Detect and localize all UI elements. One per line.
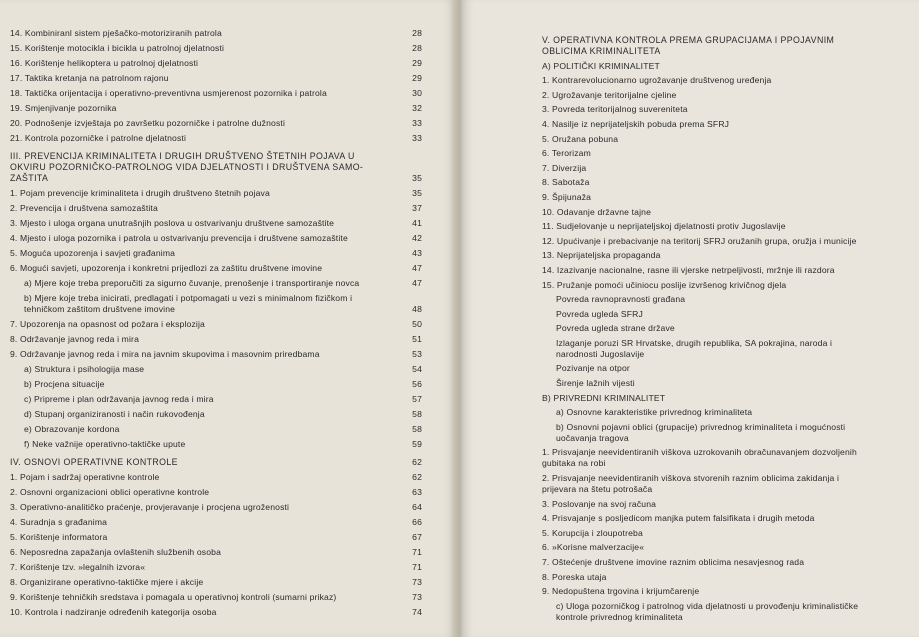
left-toc-entry	[10, 43, 422, 54]
toc-entry-title: 10. Kontrola i nadziranje određenih kategorija osoba	[10, 607, 217, 617]
toc-entry-title: 1. Prisvajanje neevidentiranih viškova uzrokovanih obračunavanjem dozvoljenih gubitaka na robi	[542, 447, 857, 469]
toc-entry-title: A) POLITIČKI KRIMINALITET	[542, 60, 660, 71]
toc-entry-title: Izlaganje poruzi SR Hrvatske, drugih republika, SA pokrajina, naroda i narodnosti Jugoslavije	[556, 337, 833, 359]
left-toc-entry	[10, 439, 422, 450]
left-toc-entry	[10, 263, 422, 274]
toc-entry-page-number: 41	[412, 218, 422, 228]
toc-entry-page-number: 54	[412, 364, 422, 374]
toc-entry-title: 19. Smjenjivanje pozornika	[10, 103, 117, 113]
right-toc-entry	[542, 221, 902, 232]
toc-entry-page-number: 74	[412, 607, 422, 617]
toc-entry-page-number: 35	[412, 188, 422, 198]
toc-entry-title: 5. Moguća upozorenja i savjeti građanima	[10, 248, 176, 258]
toc-entry-title: 5. Korištenje informatora	[10, 532, 108, 542]
toc-entry-title: 1. Pojam prevencije kriminaliteta i drugih društveno štetnih pojava	[10, 188, 270, 198]
toc-entry-title: 20. Podnošenje izvještaja po završetku pozorničke i patrolne dužnosti	[10, 118, 286, 128]
toc-entry-title: 13. Neprijateljska propaganda	[542, 250, 661, 261]
toc-entry-title: 6. »Korisne malverzacije«	[542, 542, 645, 553]
toc-entry-page-number: 30	[412, 88, 422, 98]
toc-entry-title: 8. Sabotaža	[542, 177, 590, 188]
toc-entry-title: 15. Korištenje motocikla i bicikla u patrolnoj djelatnosti	[10, 43, 225, 53]
left-toc-entry	[10, 487, 422, 498]
toc-entry-title: 2. Osnovni organizacioni oblici operativne kontrole	[10, 487, 210, 497]
toc-entry-title: 8. Poreska utaja	[542, 571, 607, 582]
right-toc-entry	[542, 422, 902, 444]
left-toc-entry	[10, 562, 422, 573]
toc-entry-page-number: 47	[412, 263, 422, 273]
right-toc-entry	[542, 473, 902, 495]
toc-entry-page-number: 33	[412, 118, 422, 128]
right-toc-entry	[542, 75, 902, 86]
toc-entry-title: 18. Taktička orijentacija i operativno-preventivna usmjerenost pozornika i patrola	[10, 88, 327, 98]
toc-entry-page-number: 62	[412, 457, 422, 467]
right-toc-entry	[542, 513, 902, 524]
toc-entry-page-number: 32	[412, 103, 422, 113]
toc-entry-title: Povreda ugleda SFRJ	[556, 308, 643, 319]
right-toc-entry	[542, 148, 902, 159]
toc-entry-page-number: 62	[412, 472, 422, 482]
toc-entry-page-number: 71	[412, 562, 422, 572]
toc-entry-title: 3. Poslovanje na svoj računa	[542, 498, 657, 509]
left-toc-entry	[10, 133, 422, 144]
left-toc-entry	[10, 592, 422, 603]
left-page	[0, 0, 456, 637]
right-toc-entry	[542, 119, 902, 130]
toc-entry-title: 2. Ugrožavanje teritorijalne cjeline	[542, 89, 677, 100]
toc-entry-page-number: 58	[412, 424, 422, 434]
toc-entry-title: 3. Operativno-analitičko praćenje, provjeravanje i procjena ugroženosti	[10, 502, 290, 512]
toc-entry-page-number: 67	[412, 532, 422, 542]
left-toc-entry	[10, 607, 422, 618]
left-toc-entry	[10, 532, 422, 543]
toc-entry-title: 7. Upozorenja na opasnost od požara i eksplozija	[10, 319, 205, 329]
left-toc-entry	[10, 188, 422, 199]
toc-entry-title: 5. Oružana pobuna	[542, 133, 619, 144]
left-toc-entry	[10, 457, 422, 468]
toc-entry-page-number: 63	[412, 487, 422, 497]
right-toc-entry	[542, 90, 902, 101]
toc-entry-title: a) Struktura i psihologija mase	[24, 364, 145, 374]
right-toc-entry	[542, 557, 902, 568]
left-toc-entry	[10, 28, 422, 39]
toc-entry-title: 5. Korupcija i zloupotreba	[542, 527, 643, 538]
left-toc-entry	[10, 319, 422, 330]
right-toc-entry	[542, 363, 902, 374]
toc-entry-title: 3. Povreda teritorijalnog suvereniteta	[542, 104, 688, 115]
left-toc-entry	[10, 364, 422, 375]
toc-entry-title: 14. Kombiniranl sistem pješačko-motoriziranih patrola	[10, 28, 222, 38]
right-toc-entry	[542, 280, 902, 291]
right-page	[462, 0, 919, 637]
right-toc-entry	[542, 378, 902, 389]
toc-entry-page-number: 43	[412, 248, 422, 258]
right-toc-entry	[542, 407, 902, 418]
toc-entry-page-number: 37	[412, 203, 422, 213]
toc-entry-title: 17. Taktika kretanja na patrolnom rajonu	[10, 73, 169, 83]
left-toc-entry	[10, 517, 422, 528]
right-toc-entry	[542, 207, 902, 218]
toc-entry-page-number: 64	[412, 502, 422, 512]
toc-entry-title: a) Osnovne karakteristike privrednog kriminaliteta	[556, 407, 753, 418]
toc-entry-title: 6. Neposredna zapažanja ovlaštenih službenih osoba	[10, 547, 222, 557]
toc-entry-title: B) PRIVREDNI KRIMINALITET	[542, 392, 666, 403]
toc-entry-page-number: 51	[412, 334, 422, 344]
right-toc-entry	[542, 338, 902, 360]
toc-entry-title: b) Mjere koje treba inicirati, predlagati i potpomagati u vezi s minimalnom fizičkom i tehničkom zaštitom društvene imovine	[24, 293, 353, 314]
toc-entry-title: f) Neke važnije operativno-taktičke upute	[24, 439, 186, 449]
toc-entry-title: 7. Oštećenje društvene imovine raznim oblicima nesavjesnog rada	[542, 557, 805, 567]
toc-entry-title: 8. Organizirane operativno-taktičke mjere i akcije	[10, 577, 204, 587]
left-toc-entry	[10, 472, 422, 483]
left-toc-entry	[10, 248, 422, 259]
left-toc-entry	[10, 58, 422, 69]
toc-entry-title: d) Stupanj organiziranosti i način rukovođenja	[24, 409, 205, 419]
toc-entry-title: 6. Terorizam	[542, 148, 591, 159]
toc-entry-title: Pozivanje na otpor	[556, 363, 630, 374]
toc-entry-title: 9. Korištenje tehničkih sredstava i pomagala u operativnoj kontroli (sumarni prikaz)	[10, 592, 337, 602]
toc-entry-page-number: 58	[412, 409, 422, 419]
left-toc	[10, 28, 422, 622]
right-toc-entry	[542, 393, 902, 404]
right-toc-entry	[542, 177, 902, 188]
right-toc-entry	[542, 265, 902, 276]
toc-entry-page-number: 28	[412, 28, 422, 38]
toc-entry-page-number: 28	[412, 43, 422, 53]
toc-entry-title: 10. Odavanje državne tajne	[542, 206, 652, 217]
right-toc-entry	[542, 35, 902, 57]
toc-entry-title: Povreda ugleda strane države	[556, 323, 675, 334]
toc-entry-title: 7. Korištenje tzv. »legalnih izvora«	[10, 562, 146, 572]
toc-entry-title: 15. Pružanje pomoći učiniocu poslije izvršenog krivičnog djela	[542, 279, 787, 290]
left-toc-entry	[10, 424, 422, 435]
left-toc-entry	[10, 278, 422, 289]
left-toc-entry	[10, 547, 422, 558]
right-toc-entry	[542, 323, 902, 334]
toc-entry-title: 21. Kontrola pozorničke i patrolne djelatnosti	[10, 133, 187, 143]
toc-entry-title: IV. OSNOVI OPERATIVNE KONTROLE	[10, 457, 178, 467]
left-toc-entry	[10, 151, 422, 184]
left-toc-entry	[10, 203, 422, 214]
toc-entry-title: b) Osnovni pojavni oblici (grupacije) privrednog kriminaliteta i mogućnosti uočavanja tragova	[556, 421, 846, 443]
left-toc-entry	[10, 103, 422, 114]
right-toc-entry	[542, 192, 902, 203]
toc-entry-title: Širenje lažnih vijesti	[556, 378, 635, 389]
right-toc-entry	[542, 447, 902, 469]
toc-entry-page-number: 29	[412, 73, 422, 83]
toc-entry-title: 2. Prisvajanje neevidentiranih viškova stvorenih raznim oblicima zakidanja i prijevara na štetu potrošača	[542, 473, 840, 495]
toc-entry-title: 9. Nedopuštena trgovina i krijumčarenje	[542, 586, 700, 597]
toc-entry-page-number: 53	[412, 349, 422, 359]
toc-entry-title: 11. Sudjelovanje u neprijateljskoj djelatnosti protiv Jugoslavije	[542, 221, 786, 232]
right-toc-entry	[542, 499, 902, 510]
left-toc-entry	[10, 293, 422, 315]
toc-entry-page-number: 35	[412, 173, 422, 183]
toc-entry-title: 3. Mjesto i uloga organa unutrašnjih poslova u ostvarivanju društvene samozaštite	[10, 218, 335, 228]
toc-entry-page-number: 50	[412, 319, 422, 329]
right-toc	[542, 28, 902, 626]
toc-entry-page-number: 29	[412, 58, 422, 68]
toc-entry-title: Povreda ravnopravnosti građana	[556, 294, 686, 305]
toc-entry-title: 14. Izazivanje nacionalne, rasne ili vjerske netrpeljivosti, mržnje ili razdora	[542, 264, 835, 275]
toc-entry-title: a) Mjere koje treba preporučiti za sigurno čuvanje, prenošenje i transportiranje novca	[24, 278, 360, 288]
left-toc-entry	[10, 334, 422, 345]
toc-entry-page-number: 56	[412, 379, 422, 389]
left-toc-entry	[10, 233, 422, 244]
left-toc-entry	[10, 118, 422, 129]
toc-entry-title: V. OPERATIVNA KONTROLA PREMA GRUPACIJAMA I PPOJAVNIM OBLICIMA KRIMINALITETA	[542, 35, 835, 56]
right-toc-entry	[542, 542, 902, 553]
toc-entry-title: 4. Mjesto i uloga pozornika i patrola u ostvarivanju prevencija i društvene samozaštite	[10, 233, 348, 243]
toc-entry-title: 4. Nasilje iz neprijateljskih pobuda prema SFRJ	[542, 118, 730, 129]
right-toc-entry	[542, 104, 902, 115]
toc-entry-page-number: 66	[412, 517, 422, 527]
toc-entry-page-number: 57	[412, 394, 422, 404]
left-toc-entry	[10, 379, 422, 390]
right-toc-entry	[542, 586, 902, 597]
right-toc-entry	[542, 309, 902, 320]
left-toc-entry	[10, 409, 422, 420]
toc-entry-title: c) Pripreme i plan održavanja javnog reda i mira	[24, 394, 214, 404]
left-toc-entry	[10, 88, 422, 99]
right-toc-entry	[542, 572, 902, 583]
toc-entry-title: 1. Pojam i sadržaj operativne kontrole	[10, 472, 160, 482]
toc-entry-page-number: 71	[412, 547, 422, 557]
right-toc-entry	[542, 250, 902, 261]
toc-entry-title: c) Uloga pozorničkog i patrolnog vida djelatnosti u provođenju kriminalističke kontrole privrednog kriminaliteta	[556, 600, 859, 622]
left-toc-entry	[10, 502, 422, 513]
right-toc-entry	[542, 601, 902, 623]
toc-entry-page-number: 47	[412, 278, 422, 288]
toc-entry-title: 6. Mogući savjeti, upozorenja i konkretni prijedlozi za zaštitu društvene imovine	[10, 263, 323, 273]
right-toc-entry	[542, 134, 902, 145]
right-toc-entry	[542, 61, 902, 72]
toc-entry-title: 7. Diverzija	[542, 162, 587, 173]
toc-entry-title: 9. Održavanje javnog reda i mira na javnim skupovima i masovnim priredbama	[10, 349, 320, 359]
toc-entry-title: 4. Suradnja s građanima	[10, 517, 108, 527]
toc-entry-title: 4. Prisvajanje s posljedicom manjka putem falsifikata i drugih metoda	[542, 513, 815, 524]
left-toc-entry	[10, 394, 422, 405]
toc-entry-title: 12. Upućivanje i prebacivanje na teritorij SFRJ oružanih grupa, oružja i municije	[542, 235, 857, 246]
toc-entry-page-number: 42	[412, 233, 422, 243]
right-toc-entry	[542, 294, 902, 305]
right-toc-entry	[542, 528, 902, 539]
toc-entry-page-number: 73	[412, 577, 422, 587]
right-toc-entry	[542, 163, 902, 174]
left-toc-entry	[10, 577, 422, 588]
toc-entry-title: 2. Prevencija i društvena samozaštita	[10, 203, 158, 213]
toc-entry-page-number: 59	[412, 439, 422, 449]
left-toc-entry	[10, 218, 422, 229]
toc-entry-title: 1. Kontrarevolucionarno ugrožavanje društvenog uređenja	[542, 75, 772, 86]
toc-entry-title: e) Obrazovanje kordona	[24, 424, 120, 434]
left-toc-entry	[10, 349, 422, 360]
toc-entry-page-number: 73	[412, 592, 422, 602]
toc-entry-title: 16. Korištenje helikoptera u patrolnoj djelatnosti	[10, 58, 199, 68]
toc-entry-title: 9. Špijunaža	[542, 191, 592, 202]
toc-entry-title: III. PREVENCIJA KRIMINALITETA I DRUGIH DRUŠTVENO ŠTETNIH POJAVA U OKVIRU POZORNIČKO-PATROLNOG VIDA DJELATNOSTI I DRUŠTVENA SAMO-ZAŠTITA	[10, 151, 364, 183]
left-toc-entry	[10, 73, 422, 84]
right-toc-entry	[542, 236, 902, 247]
toc-entry-page-number: 48	[412, 304, 422, 314]
toc-entry-title: b) Procjena situacije	[24, 379, 105, 389]
toc-entry-page-number: 33	[412, 133, 422, 143]
toc-entry-title: 8. Održavanje javnog reda i mira	[10, 334, 139, 344]
